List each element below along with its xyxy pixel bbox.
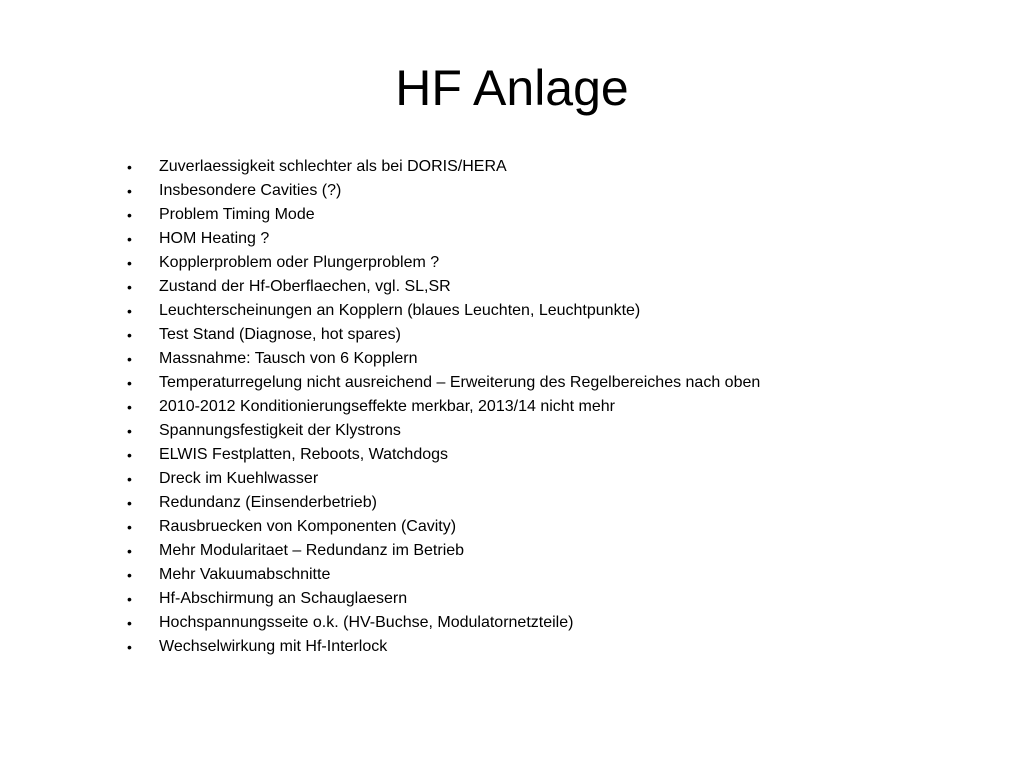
bullet-icon: • [127,183,132,199]
list-item [127,371,760,395]
list-item [127,203,760,227]
list-item [127,323,760,347]
slide-title: HF Anlage [395,60,629,116]
bullet-icon: • [127,231,132,247]
list-item [127,635,760,659]
list-item [127,587,760,611]
bullet-icon: • [127,207,132,223]
list-item-text: Leuchterscheinungen an Kopplern (blaues Leuchten, Leuchtpunkte) [159,302,641,319]
list-item-text: Hf-Abschirmung an Schauglaesern [159,590,408,607]
list-item-text: Dreck im Kuehlwasser [159,470,319,487]
list-item [127,275,760,299]
list-item-text: Mehr Modularitaet – Redundanz im Betrieb [159,542,465,559]
bullet-icon: • [127,519,132,535]
bullet-icon: • [127,159,132,175]
list-item-text: Insbesondere Cavities (?) [159,182,342,199]
list-item [127,539,760,563]
bullet-icon: • [127,279,132,295]
list-item [127,419,760,443]
list-item [127,155,760,179]
bullet-icon: • [127,543,132,559]
list-item-text: Zustand der Hf-Oberflaechen, vgl. SL,SR [159,278,451,295]
list-item-text: HOM Heating ? [159,230,270,247]
list-item [127,443,760,467]
bullet-icon: • [127,471,132,487]
bullet-icon: • [127,351,132,367]
bullet-icon: • [127,399,132,415]
list-item [127,491,760,515]
bullet-list [127,155,760,659]
bullet-icon: • [127,591,132,607]
bullet-icon: • [127,255,132,271]
list-item-text: Test Stand (Diagnose, hot spares) [159,326,401,343]
list-item-text: Mehr Vakuumabschnitte [159,566,331,583]
bullet-icon: • [127,567,132,583]
list-item [127,227,760,251]
list-item [127,611,760,635]
bullet-icon: • [127,327,132,343]
list-item [127,347,760,371]
bullet-icon: • [127,375,132,391]
bullet-icon: • [127,639,132,655]
list-item-text: Rausbruecken von Komponenten (Cavity) [159,518,457,535]
list-item [127,395,760,419]
list-item [127,299,760,323]
list-item-text: ELWIS Festplatten, Reboots, Watchdogs [159,446,449,463]
list-item [127,467,760,491]
list-item-text: Hochspannungsseite o.k. (HV-Buchse, Modulatornetzteile) [159,614,574,631]
list-item-text: Kopplerproblem oder Plungerproblem ? [159,254,440,271]
bullet-icon: • [127,423,132,439]
bullet-icon: • [127,615,132,631]
list-item-text: Spannungsfestigkeit der Klystrons [159,422,401,439]
list-item-text: Temperaturregelung nicht ausreichend – Erweiterung des Regelbereiches nach oben [159,374,761,391]
list-item-text: Zuverlaessigkeit schlechter als bei DORIS/HERA [159,158,507,175]
list-item-text: Redundanz (Einsenderbetrieb) [159,494,377,511]
list-item-text: Problem Timing Mode [159,206,315,223]
list-item [127,179,760,203]
bullet-icon: • [127,495,132,511]
list-item [127,515,760,539]
list-item-text: Wechselwirkung mit Hf-Interlock [159,638,388,655]
bullet-icon: • [127,447,132,463]
bullet-icon: • [127,303,132,319]
list-item-text: 2010-2012 Konditionierungseffekte merkbar, 2013/14 nicht mehr [159,398,616,415]
list-item [127,251,760,275]
list-item [127,563,760,587]
list-item-text: Massnahme: Tausch von 6 Kopplern [159,350,418,367]
